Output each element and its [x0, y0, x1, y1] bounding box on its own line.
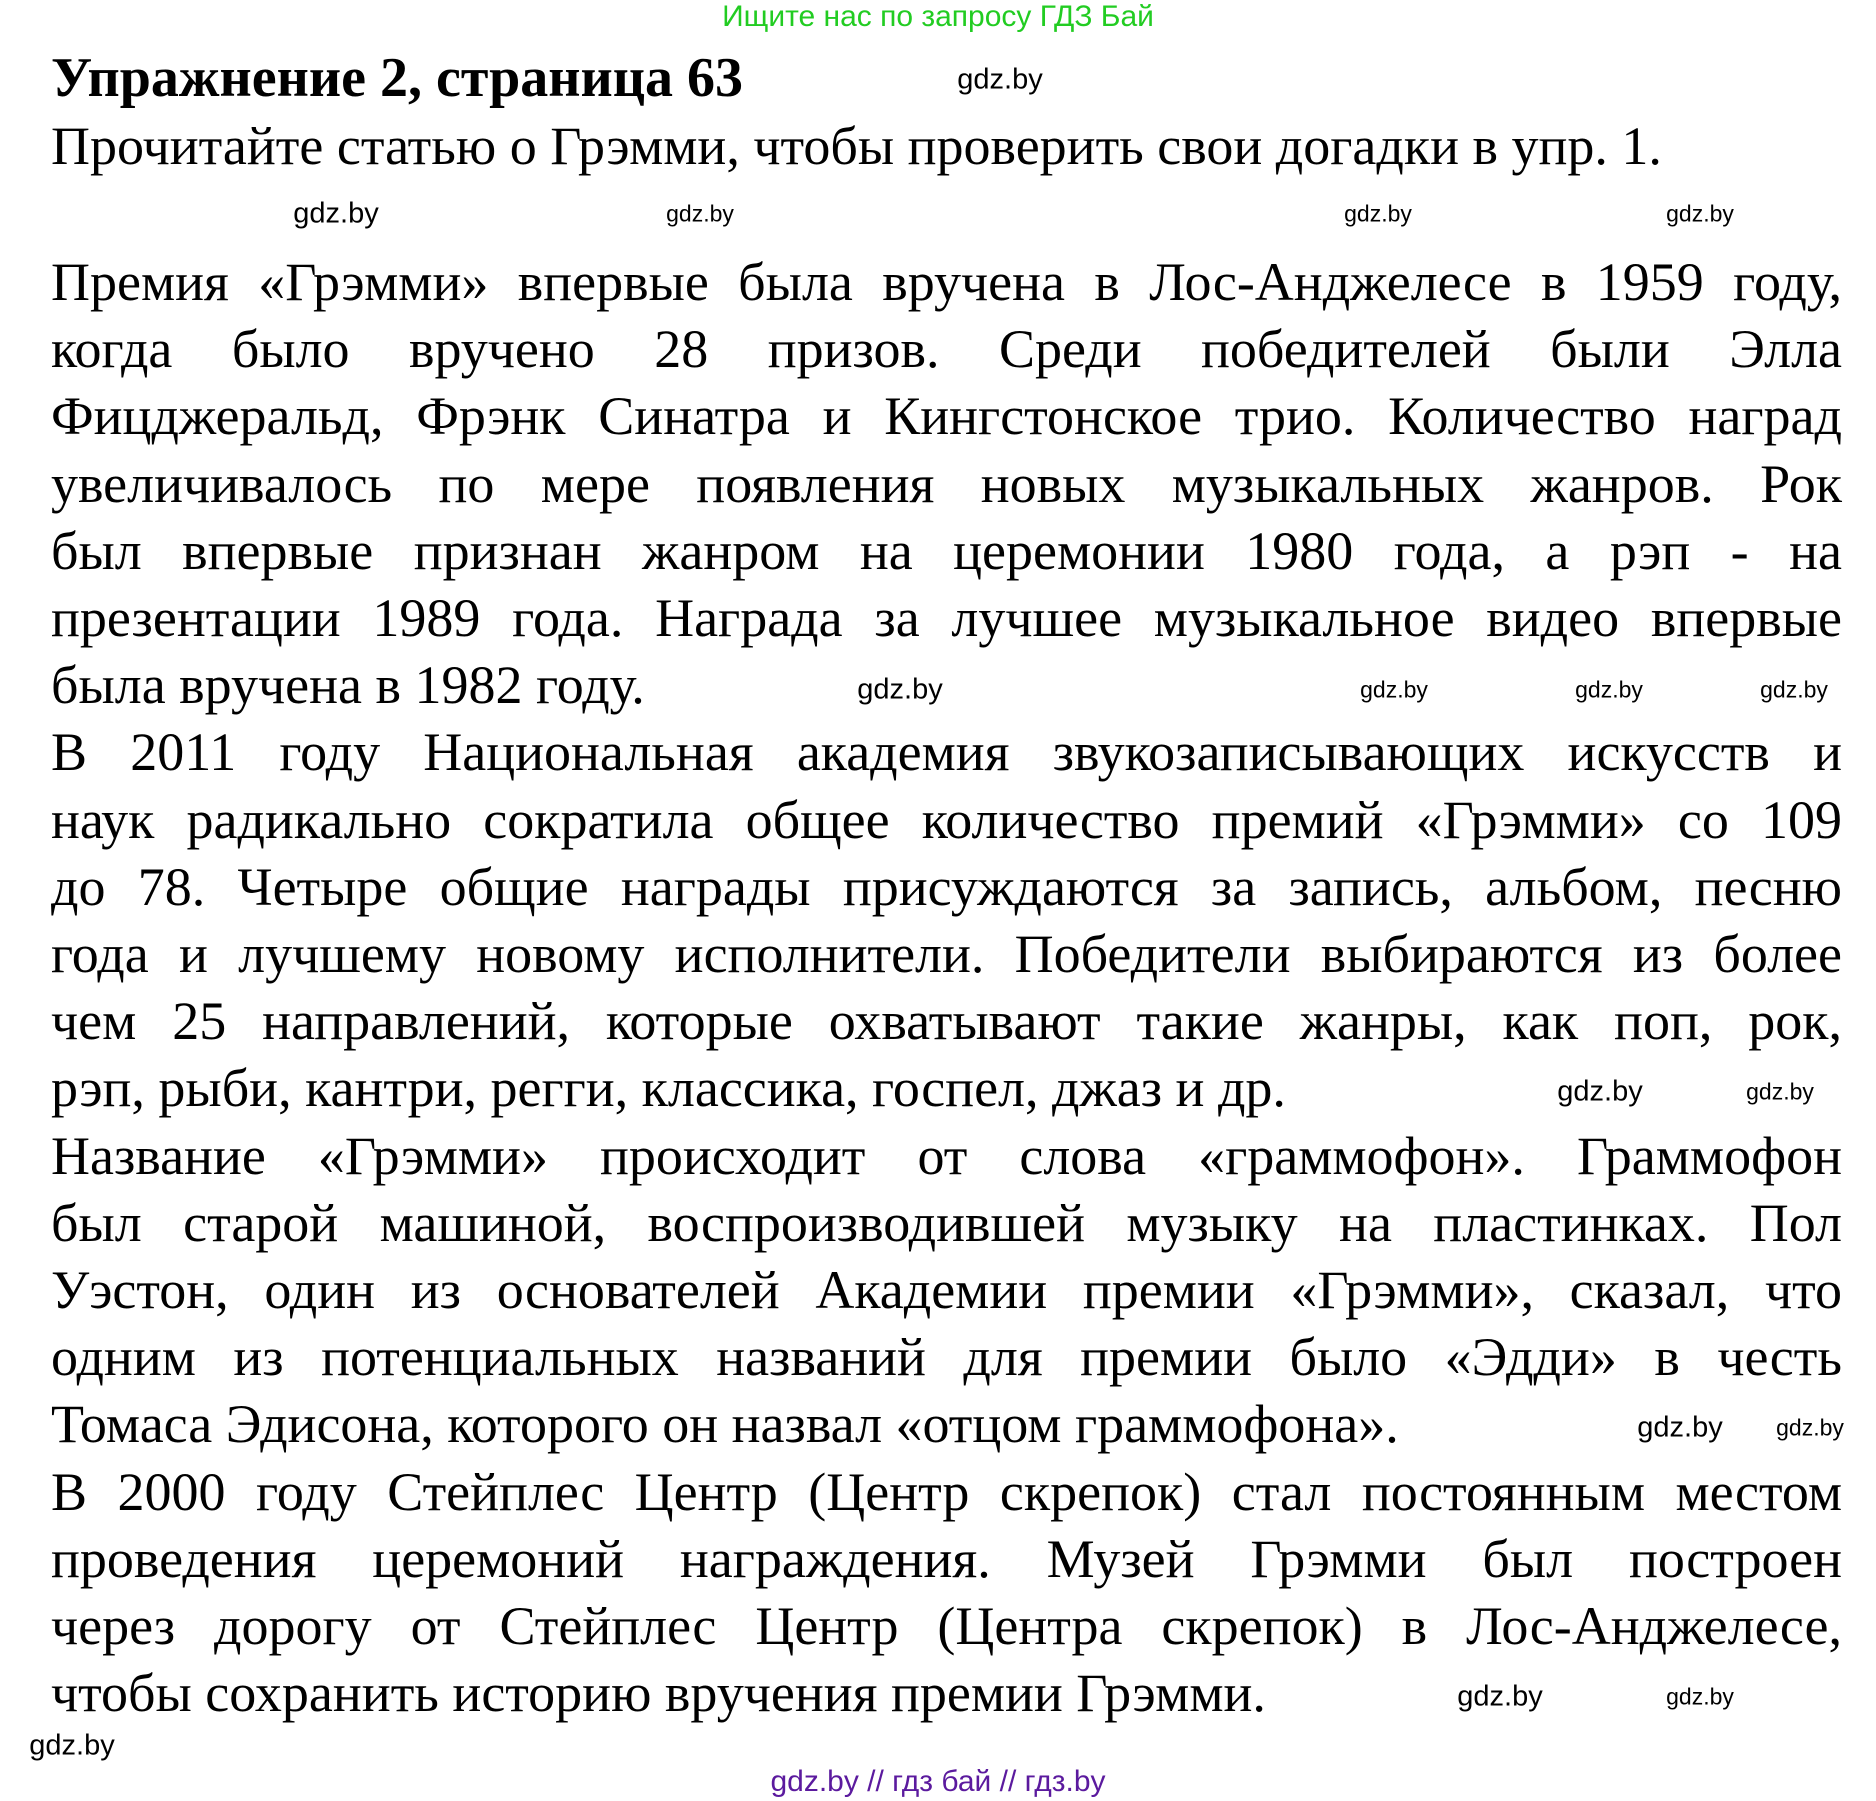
paragraph-3-line: одним из потенциальных названий для премии было «Эдди» в честь [51, 1327, 1842, 1387]
paragraph-1-line: Фицджеральд, Фрэнк Синатра и Кингстонское трио. Количество наград [51, 386, 1842, 446]
paragraph-4-line: чтобы сохранить историю вручения премии Грэмми. [51, 1663, 1266, 1723]
watermark: gdz.by [29, 1729, 115, 1762]
paragraph-1-line: увеличивалось по мере появления новых музыкальных жанров. Рок [51, 454, 1842, 514]
paragraph-4-line: В 2000 году Стейплес Центр (Центр скрепок) стал постоянным местом [51, 1462, 1842, 1522]
watermark: gdz.by [1575, 676, 1643, 703]
watermark: gdz.by [1666, 200, 1734, 227]
paragraph-3-line: был старой машиной, воспроизводившей музыку на пластинках. Пол [51, 1193, 1842, 1253]
paragraph-1-line: Премия «Грэмми» впервые была вручена в Лос-Анджелесе в 1959 году, [51, 252, 1842, 312]
page-title: Упражнение 2, страница 63 [51, 47, 744, 109]
paragraph-3-line: Название «Грэмми» происходит от слова «граммофон». Граммофон [51, 1126, 1842, 1186]
paragraph-4-line: через дорогу от Стейплес Центр (Центра скрепок) в Лос-Анджелесе, [51, 1596, 1842, 1656]
paragraph-4-line: проведения церемоний награждения. Музей Грэмми был построен [51, 1529, 1842, 1589]
paragraph-1-line: когда было вручено 28 призов. Среди победителей были Элла [51, 319, 1842, 379]
watermark: gdz.by [857, 673, 943, 706]
search-banner: Ищите нас по запросу ГДЗ Бай [722, 0, 1154, 33]
watermark: gdz.by [666, 200, 734, 227]
watermark: gdz.by [1776, 1414, 1844, 1441]
watermark: gdz.by [1637, 1411, 1723, 1444]
paragraph-3-line: Томаса Эдисона, которого он назвал «отцом граммофона». [51, 1394, 1399, 1454]
watermark: gdz.by [1746, 1078, 1814, 1105]
paragraph-2-line: чем 25 направлений, которые охватывают такие жанры, как поп, рок, [51, 991, 1842, 1051]
watermark: gdz.by [1344, 200, 1412, 227]
footer-links[interactable]: gdz.by // гдз бай // гдз.by [770, 1765, 1106, 1798]
paragraph-2-line: до 78. Четыре общие награды присуждаются за запись, альбом, песню [51, 857, 1842, 917]
paragraph-2-line: рэп, рыби, кантри, регги, классика, госпел, джаз и др. [51, 1058, 1286, 1118]
watermark: gdz.by [1457, 1680, 1543, 1713]
paragraph-1-line: был впервые признан жанром на церемонии 1980 года, а рэп - на [51, 521, 1842, 581]
paragraph-2-line: года и лучшему новому исполнители. Победители выбираются из более [51, 924, 1842, 984]
paragraph-1-line: презентации 1989 года. Награда за лучшее музыкальное видео впервые [51, 588, 1842, 648]
watermark: gdz.by [1557, 1075, 1643, 1108]
watermark: gdz.by [1360, 676, 1428, 703]
paragraph-2-line: наук радикально сократила общее количество премий «Грэмми» со 109 [51, 790, 1842, 850]
paragraph-2-line: В 2011 году Национальная академия звукозаписывающих искусств и [51, 722, 1842, 782]
watermark: gdz.by [293, 197, 379, 230]
paragraph-3-line: Уэстон, один из основателей Академии премии «Грэмми», сказал, что [51, 1260, 1842, 1320]
paragraph-1-line: была вручена в 1982 году. [51, 655, 645, 715]
subtitle: Прочитайте статью о Грэмми, чтобы проверить свои догадки в упр. 1. [51, 116, 1662, 176]
watermark: gdz.by [1666, 1683, 1734, 1710]
watermark: gdz.by [957, 63, 1043, 96]
watermark: gdz.by [1760, 676, 1828, 703]
